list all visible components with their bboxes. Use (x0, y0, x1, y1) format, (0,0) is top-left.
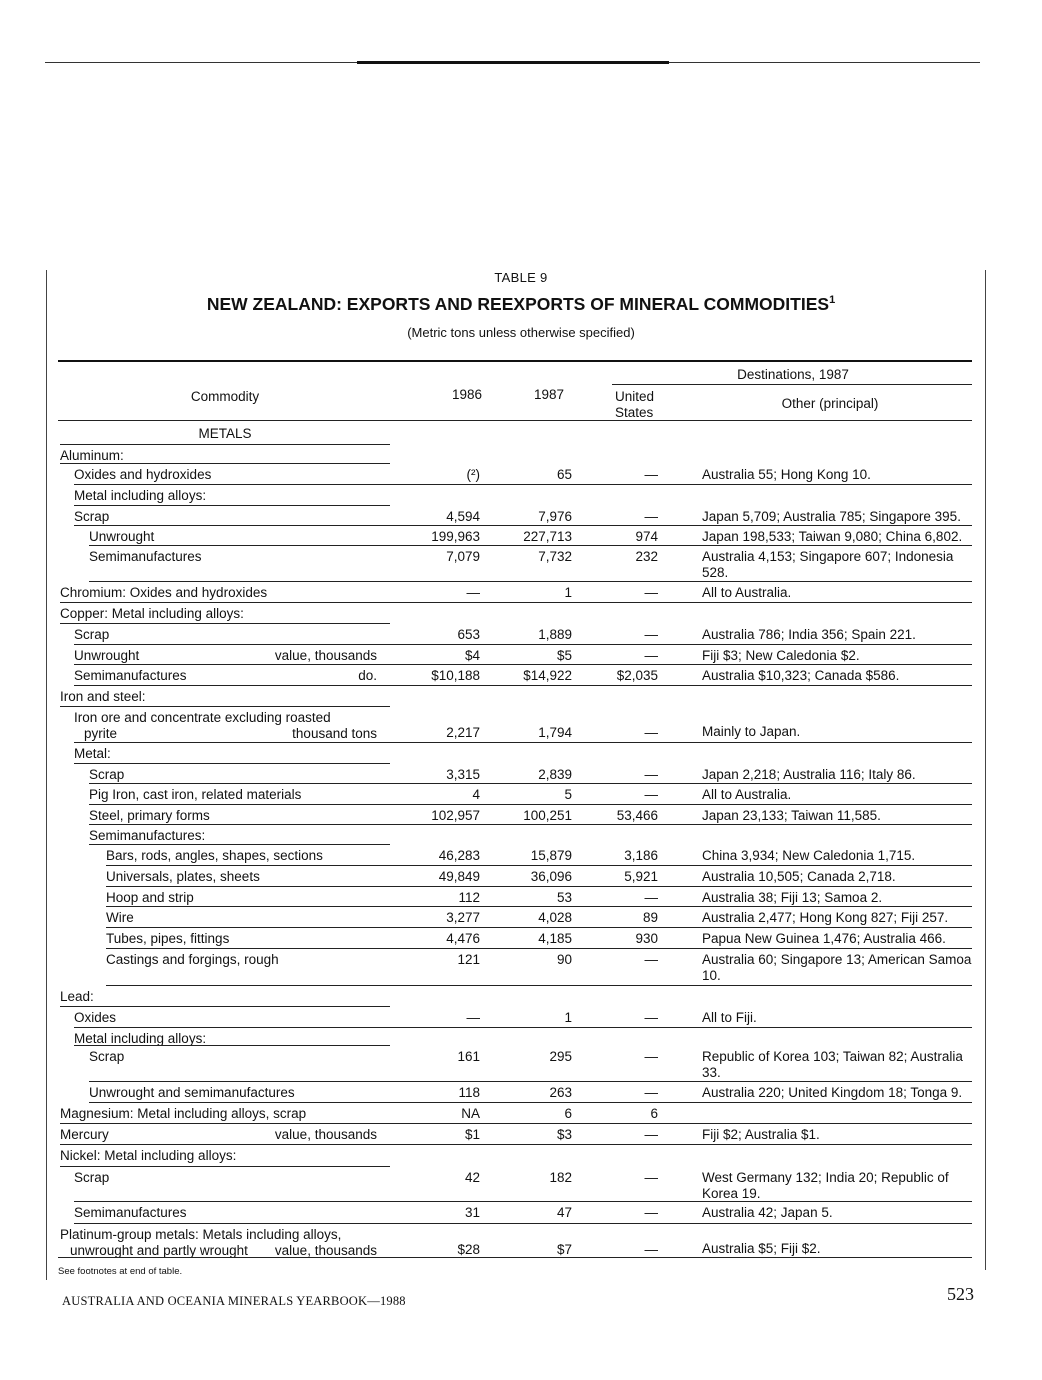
row-other-destinations: West Germany 132; India 20; Republic of Korea 19. (702, 1170, 949, 1201)
row-commodity-text: Metal: (74, 746, 111, 761)
row-commodity (106, 890, 436, 906)
row-rule (106, 906, 972, 907)
row-value-1987: 90 (556, 952, 572, 967)
row-commodity-text: Aluminum: (60, 448, 124, 463)
row-commodity-text: Pig Iron, cast iron, related materials (89, 787, 302, 802)
row-rule (74, 484, 972, 485)
row-other-destinations: Australia 2,477; Hong Kong 827; Fiji 257. (702, 910, 949, 925)
row-value-united-states: — (644, 1127, 658, 1142)
row-value-united-states: — (644, 1242, 658, 1257)
row-commodity-text: Hoop and strip (106, 890, 194, 905)
row-value-1986: $1 (464, 1127, 480, 1142)
row-value-united-states: $2,035 (616, 668, 658, 683)
row-commodity-text: Copper: Metal including alloys: (60, 606, 244, 621)
row-commodity-text: Scrap (89, 1049, 125, 1064)
row-commodity-text: Unwrought (74, 648, 140, 663)
row-rule (89, 783, 972, 784)
row-value-1987: 1,889 (538, 627, 572, 642)
row-value-united-states: — (644, 725, 658, 740)
row-value-1986: 31 (464, 1205, 480, 1220)
row-other-destinations: All to Fiji. (702, 1010, 757, 1025)
row-commodity-text: METALS (198, 426, 252, 441)
row-commodity-text: Magnesium: Metal including alloys, scrap (60, 1106, 307, 1121)
row-other-destinations: Australia 55; Hong Kong 10. (702, 467, 871, 482)
row-value-1986: 3,277 (446, 910, 480, 925)
row-commodity (106, 869, 436, 885)
row-rule (60, 463, 390, 464)
row-value-1986: $10,188 (431, 668, 480, 683)
row-value-1987: 2,839 (538, 767, 572, 782)
row-value-united-states: 3,186 (624, 848, 658, 863)
row-commodity-text: Steel, primary forms (89, 808, 210, 823)
row-value-united-states: — (644, 952, 658, 967)
row-rule (74, 1027, 972, 1028)
row-commodity-text: Chromium: Oxides and hydroxides (60, 585, 268, 600)
row-commodity-text: Unwrought (89, 529, 155, 544)
row-commodity (89, 529, 419, 545)
row-other-destinations: Papua New Guinea 1,476; Australia 466. (702, 931, 946, 946)
row-commodity-text: Wire (106, 910, 134, 925)
row-value-1986: 118 (458, 1085, 480, 1100)
row-rule (60, 1144, 972, 1145)
row-commodity (106, 952, 436, 968)
row-value-1986: 2,217 (446, 725, 480, 740)
row-value-united-states: — (644, 890, 658, 905)
row-unit: thousand tons (292, 726, 377, 741)
row-commodity-text: Unwrought and semimanufactures (89, 1085, 295, 1100)
row-rule (60, 623, 390, 624)
row-rule (74, 742, 972, 743)
page-number: 523 (947, 1284, 974, 1304)
row-value-1986: 121 (457, 952, 480, 967)
row-commodity (60, 689, 390, 705)
row-value-1986: 102,957 (431, 808, 480, 823)
row-value-1986: — (466, 585, 480, 600)
row-other-destinations: Republic of Korea 103; Taiwan 82; Australia 33. (702, 1049, 963, 1080)
row-rule (89, 545, 972, 546)
row-commodity (74, 1205, 404, 1221)
row-commodity-text: Scrap (74, 509, 110, 524)
row-rule (89, 1102, 972, 1103)
row-value-1987: 53 (556, 890, 572, 905)
row-rule (106, 948, 972, 949)
row-value-1987: 47 (556, 1205, 572, 1220)
row-value-united-states: — (644, 767, 658, 782)
row-value-1987: 263 (549, 1085, 572, 1100)
row-commodity (60, 448, 390, 464)
row-unit: do. (358, 668, 377, 683)
row-other-destinations: Australia 220; United Kingdom 18; Tonga 9. (702, 1085, 963, 1100)
row-rule (74, 664, 972, 665)
row-commodity-text: Scrap (74, 627, 110, 642)
table-title-footnote-mark: 1 (829, 294, 836, 307)
row-value-1987: 6 (564, 1106, 572, 1121)
row-commodity-text: Lead: (60, 989, 94, 1004)
row-value-1986: 42 (464, 1170, 480, 1185)
row-rule (74, 525, 972, 526)
row-value-1986: 161 (457, 1049, 480, 1064)
row-commodity-text: Universals, plates, sheets (106, 869, 260, 884)
row-value-1986: $4 (464, 648, 480, 663)
row-rule (74, 644, 972, 645)
row-other-destinations: Australia $10,323; Canada $586. (702, 668, 900, 683)
row-commodity-text: Semimanufactures: (89, 828, 206, 843)
row-value-1986: 4,476 (446, 931, 480, 946)
row-rule (74, 763, 390, 764)
row-rule (106, 886, 972, 887)
row-value-1986: $28 (457, 1242, 480, 1257)
row-commodity (74, 509, 404, 525)
row-rule (60, 1166, 390, 1167)
row-commodity (106, 910, 436, 926)
row-other-destinations: Japan 5,709; Australia 785; Singapore 395. (702, 509, 961, 524)
row-value-1986: 3,315 (446, 767, 480, 782)
row-commodity-text: Semimanufactures (74, 1205, 187, 1220)
row-unit: value, thousands (274, 648, 377, 663)
row-other-destinations: Japan 2,218; Australia 116; Italy 86. (702, 767, 916, 782)
row-other-destinations: Australia 10,505; Canada 2,718. (702, 869, 896, 884)
row-rule (60, 1123, 972, 1124)
row-rule (89, 844, 390, 845)
row-other-destinations: Australia 786; India 356; Spain 221. (702, 627, 916, 642)
row-commodity (89, 828, 419, 844)
row-commodity-text: Semimanufactures (89, 549, 202, 564)
row-value-1987: 15,879 (530, 848, 572, 863)
row-commodity (60, 1148, 390, 1164)
row-unit: value, thousands (274, 1127, 377, 1142)
header-commodity: Commodity (190, 389, 260, 404)
row-commodity-text: Tubes, pipes, fittings (106, 931, 230, 946)
row-rule (89, 1081, 972, 1082)
row-value-1987: 4,028 (538, 910, 572, 925)
table-bottom-rule (58, 1257, 972, 1258)
row-commodity (74, 488, 404, 504)
row-rule (89, 824, 972, 825)
row-value-united-states: 6 (650, 1106, 658, 1121)
row-other-destinations: Australia $5; Fiji $2. (702, 1241, 821, 1256)
row-value-1987: $5 (556, 648, 572, 663)
row-other-destinations: Japan 198,533; Taiwan 9,080; China 6,802. (702, 529, 963, 544)
row-value-united-states: — (644, 1049, 658, 1064)
row-other-destinations: Australia 42; Japan 5. (702, 1205, 833, 1220)
table-number: TABLE 9 (494, 270, 548, 285)
row-value-1987: $3 (556, 1127, 572, 1142)
row-value-1986: NA (461, 1106, 480, 1121)
row-value-1987: 36,096 (530, 869, 572, 884)
row-other-destinations: Japan 23,133; Taiwan 11,585. (702, 808, 881, 823)
row-value-united-states: 5,921 (624, 869, 658, 884)
row-value-united-states: — (644, 1085, 658, 1100)
row-other-destinations: Australia 4,153; Singapore 607; Indonesia 528. (702, 549, 954, 580)
row-rule (60, 706, 390, 707)
row-rule (89, 804, 972, 805)
row-commodity (106, 848, 436, 864)
row-value-1986: 46,283 (438, 848, 480, 863)
row-value-united-states: — (644, 787, 658, 802)
row-value-1986: 49,849 (438, 869, 480, 884)
row-commodity (74, 1010, 404, 1026)
row-other-destinations: Australia 38; Fiji 13; Samoa 2. (702, 890, 883, 905)
row-value-united-states: 232 (635, 549, 658, 564)
row-value-1987: 182 (549, 1170, 572, 1185)
row-commodity (89, 549, 419, 565)
row-rule (60, 1006, 390, 1007)
row-other-destinations: China 3,934; New Caledonia 1,715. (702, 848, 916, 863)
row-commodity-text: Metal including alloys: (74, 1031, 207, 1046)
row-commodity (89, 808, 419, 824)
header-1986: 1986 (451, 387, 482, 402)
row-rule (106, 865, 972, 866)
row-value-united-states: 974 (635, 529, 658, 544)
row-other-destinations: Fiji $3; New Caledonia $2. (702, 648, 860, 663)
row-rule (106, 985, 972, 986)
row-value-1986: 653 (457, 627, 480, 642)
row-value-united-states: — (644, 509, 658, 524)
header-us-line2: States (615, 405, 654, 420)
row-commodity-text: Scrap (89, 767, 125, 782)
row-value-1987: 100,251 (523, 808, 572, 823)
row-value-1987: 4,185 (538, 931, 572, 946)
row-rule (74, 505, 390, 506)
row-value-united-states: — (644, 627, 658, 642)
row-commodity (60, 989, 390, 1005)
row-other-destinations: All to Australia. (702, 585, 792, 600)
row-value-1987: 5 (564, 787, 572, 802)
row-value-1986: 4 (472, 787, 480, 802)
row-value-1987: 1,794 (538, 725, 572, 740)
row-value-1986: 199,963 (431, 529, 480, 544)
row-commodity-text-continued: pyrite (84, 726, 118, 741)
table-subtitle: (Metric tons unless otherwise specified) (407, 325, 635, 340)
row-value-1986: (²) (466, 467, 480, 482)
header-us-line1: United (615, 389, 655, 404)
row-commodity (89, 767, 419, 783)
row-commodity (60, 606, 390, 622)
header-1987: 1987 (533, 387, 564, 402)
row-value-united-states: — (644, 1170, 658, 1185)
row-commodity-text: Semimanufactures (74, 668, 187, 683)
row-value-united-states: — (644, 1010, 658, 1025)
row-value-1987: 65 (556, 467, 572, 482)
row-rule (74, 685, 972, 686)
row-rule (89, 581, 972, 582)
row-value-1986: — (466, 1010, 480, 1025)
row-other-destinations: Mainly to Japan. (702, 724, 801, 739)
row-rule (74, 1201, 972, 1202)
row-value-1987: $14,922 (523, 668, 572, 683)
row-value-1987: 1 (564, 1010, 572, 1025)
row-commodity-text: Iron ore and concentrate excluding roasted (74, 710, 331, 725)
row-commodity-text: Oxides (74, 1010, 117, 1025)
row-commodity-text: Bars, rods, angles, shapes, sections (106, 848, 323, 863)
row-rule (74, 1045, 390, 1046)
row-value-1987: 227,713 (523, 529, 572, 544)
row-value-united-states: — (644, 648, 658, 663)
header-other-principal: Other (principal) (781, 396, 879, 411)
row-value-united-states: — (644, 1205, 658, 1220)
row-commodity-text: Nickel: Metal including alloys: (60, 1148, 237, 1163)
row-commodity (74, 467, 404, 483)
row-value-1987: 1 (564, 585, 572, 600)
row-unit: value, thousands (274, 1243, 377, 1258)
row-commodity (89, 1085, 419, 1101)
row-value-united-states: 53,466 (616, 808, 658, 823)
row-value-1986: 112 (458, 890, 480, 905)
row-value-united-states: — (644, 467, 658, 482)
row-rule (106, 927, 972, 928)
row-value-1987: 295 (549, 1049, 572, 1064)
row-commodity-text: Castings and forgings, rough (106, 952, 279, 967)
row-commodity (60, 426, 390, 442)
row-commodity (89, 787, 419, 803)
row-commodity (74, 746, 404, 762)
footer-book-title: AUSTRALIA AND OCEANIA MINERALS YEARBOOK—1988 (62, 1294, 406, 1308)
row-value-1987: $7 (556, 1242, 572, 1257)
row-value-united-states: 89 (642, 910, 658, 925)
row-other-destinations: All to Australia. (702, 787, 792, 802)
header-destinations: Destinations, 1987 (737, 367, 849, 382)
row-value-1987: 7,976 (538, 509, 572, 524)
row-commodity (60, 585, 390, 601)
row-commodity (89, 1049, 419, 1065)
row-commodity (74, 627, 404, 643)
row-value-united-states: — (644, 585, 658, 600)
row-commodity-text: Metal including alloys: (74, 488, 207, 503)
row-value-united-states: 930 (635, 931, 658, 946)
row-value-1987: 7,732 (538, 549, 572, 564)
table-title-text: NEW ZEALAND: EXPORTS AND REEXPORTS OF MINERAL COMMODITIES (206, 294, 830, 314)
row-rule (60, 602, 972, 603)
row-commodity-text: Mercury (60, 1127, 109, 1142)
row-commodity (74, 1170, 404, 1186)
row-commodity-text-continued: unwrought and partly wrought (70, 1243, 248, 1258)
footnote-reference: See footnotes at end of table. (58, 1266, 183, 1277)
row-commodity-text: Iron and steel: (60, 689, 146, 704)
row-commodity-text: Scrap (74, 1170, 110, 1185)
row-value-1986: 7,079 (446, 549, 480, 564)
row-commodity-text: Platinum-group metals: Metals including alloys, (60, 1227, 342, 1242)
row-commodity-text: Oxides and hydroxides (74, 467, 212, 482)
row-rule (74, 1223, 972, 1224)
row-other-destinations: Fiji $2; Australia $1. (702, 1127, 820, 1142)
row-commodity (106, 931, 436, 947)
row-value-1986: 4,594 (446, 509, 480, 524)
row-other-destinations: Australia 60; Singapore 13; American Samoa 10. (702, 952, 972, 983)
row-commodity (60, 1106, 390, 1122)
row-rule (60, 444, 390, 445)
